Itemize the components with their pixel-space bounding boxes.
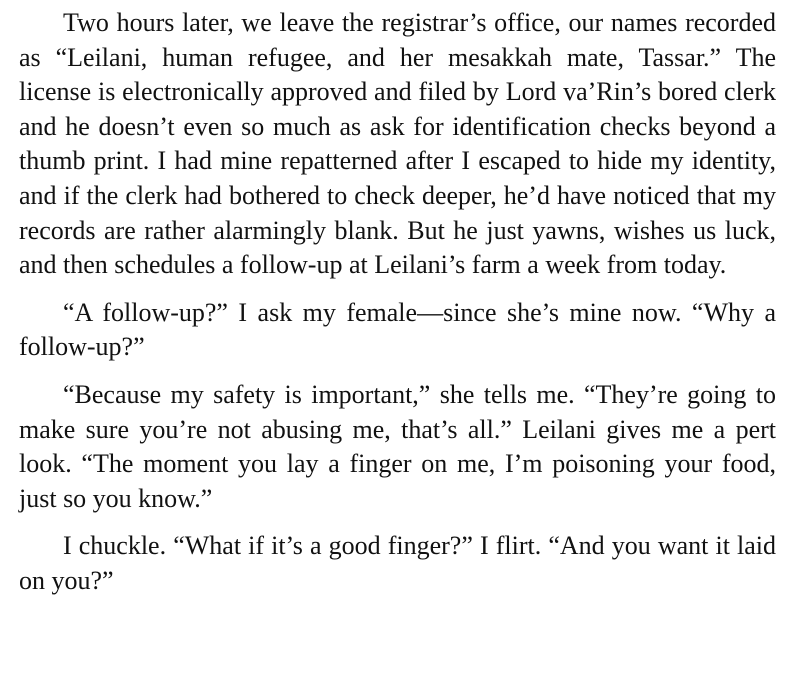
paragraph-1: Two hours later, we leave the registrar’s office, our names recorded as “Leilani, human refugee, and her mesakkah mate, Tassar.” The license is electronically approved and filed by Lord va’Rin’s bored clerk and he doesn’t even so much as ask for identification checks beyond a thumb print. I had mine repatterned after I escaped to hide my identity, and if the clerk had bothered to check deeper, he’d have noticed that my records are rather alarmingly blank. But he just yawns, wishes us luck, and then schedules a follow-up at Leilani’s farm a week from today. (19, 8, 776, 280)
paragraph-4: I chuckle. “What if it’s a good finger?” I flirt. “And you want it laid on you?” (19, 531, 776, 595)
paragraph-2: “A follow-up?” I ask my female—since she’s mine now. “Why a follow-up?” (19, 297, 776, 362)
paragraph-3: “Because my safety is important,” she tells me. “They’re going to make sure you’re not abusing me, that’s all.” Leilani gives me a pert look. “The moment you lay a finger on me, I’m poisoning your food, just so you know.” (19, 379, 776, 513)
